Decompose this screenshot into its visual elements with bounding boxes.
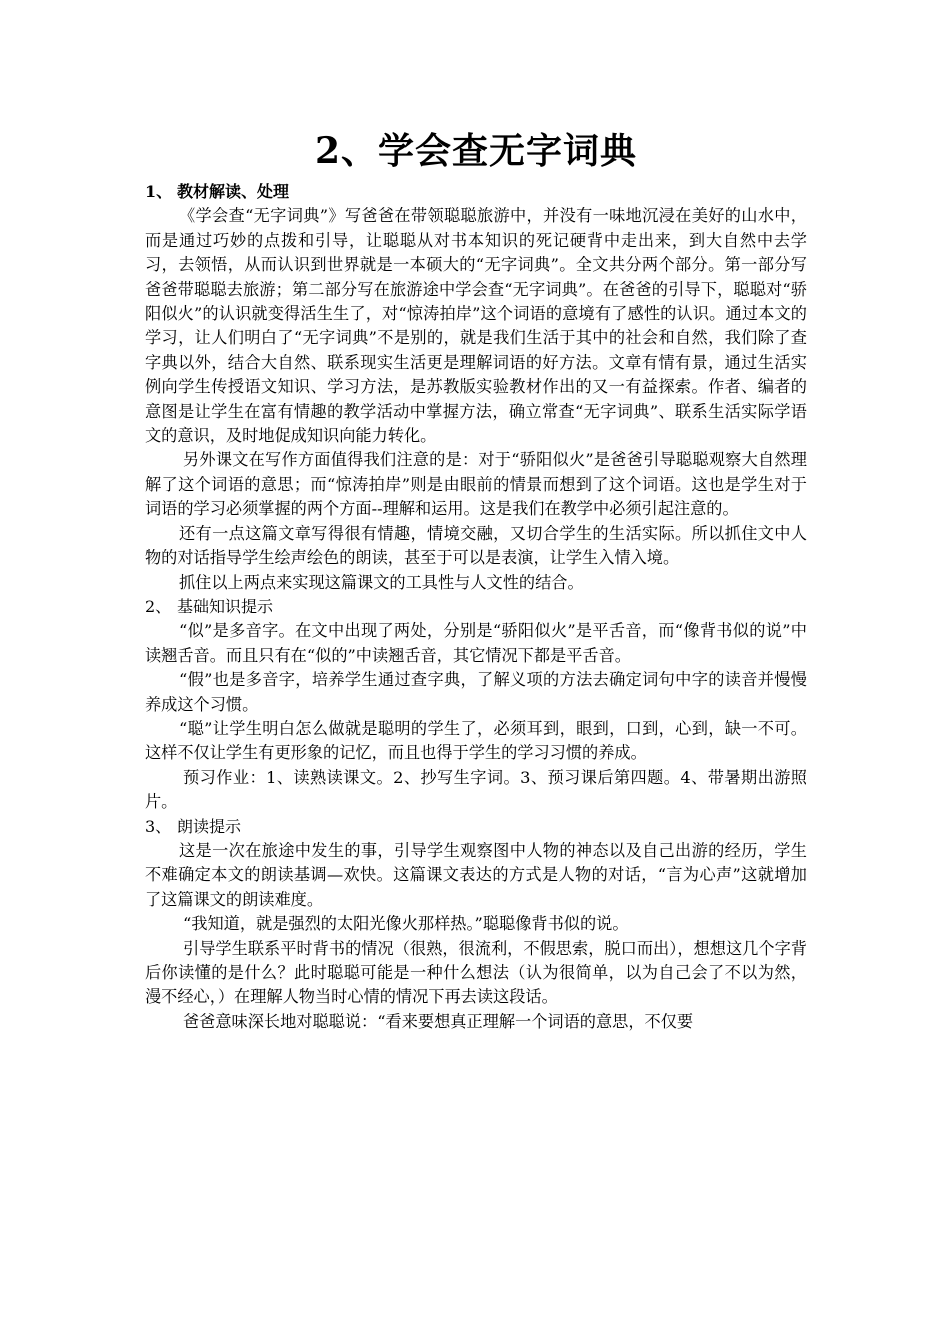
paragraph: 引导学生联系平时背书的情况（很熟，很流利，不假思索，脱口而出），想想这几个字背后你读懂的是什么？此时聪聪可能是一种什么想法（认为很简单，以为自己会了不以为然，漫不经心，）在理解人物当时心情的情况下再去读这段话。 xyxy=(145,938,807,1007)
paragraph: “假”也是多音字，培养学生通过查字典，了解义项的方法去确定词句中字的读音并慢慢养成这个习惯。 xyxy=(145,670,807,714)
section-title: 基础知识提示 xyxy=(177,596,274,616)
section-title: 教材解读、处理 xyxy=(177,182,290,201)
section-heading xyxy=(145,815,807,839)
section-title: 朗读提示 xyxy=(177,816,242,836)
paragraph: 这是一次在旅途中发生的事，引导学生观察图中人物的神态以及自己出游的经历，学生不难确定本文的朗读基调—欢快。这篇课文表达的方式是人物的对话，“言为心声”这就增加了这篇课文的朗读难度。 xyxy=(145,840,807,909)
paragraph: “我知道，就是强烈的太阳光像火那样热。”聪聪像背书似的说。 xyxy=(183,914,629,934)
paragraph: 爸爸意味深长地对聪聪说：“看来要想真正理解一个词语的意思，不仅要 xyxy=(183,1011,694,1031)
paragraph: “聪”让学生明白怎么做就是聪明的学生了，必须耳到，眼到，口到，心到，缺一不可。这样不仅让学生有更形象的记忆，而且也得于学生的学习习惯的养成。 xyxy=(145,718,807,763)
section-heading xyxy=(145,595,807,619)
paragraph: 另外课文在写作方面值得我们注意的是：对于“骄阳似火”是爸爸引导聪聪观察大自然理解了这个词语的意思；而“惊涛拍岸”则是由眼前的情景而想到了这个词语。这也是学生对于词语的学习必须掌握的两个方面--理解和运用。这是我们在教学中必须引起注意的。 xyxy=(145,450,807,519)
section-number: 1、 xyxy=(145,182,173,201)
paragraph: 还有一点这篇文章写得很有情趣，情境交融，又切合学生的生活实际。所以抓住文中人物的对话指导学生绘声绘色的朗读，甚至于可以是表演，让学生入情入境。 xyxy=(145,523,807,568)
document-page xyxy=(145,128,807,1034)
document-title: 2、学会查无字词典 xyxy=(314,130,638,172)
paragraph: 《学会查“无字词典”》写爸爸在带领聪聪旅游中，并没有一味地沉浸在美好的山水中，而是通过巧妙的点拨和引导，让聪聪从对书本知识的死记硬背中走出来，到大自然中去学习，去领悟，从而认识到世界就是一本硕大的“无字词典”。全文共分两个部分。第一部分写爸爸带聪聪去旅游；第二部分写在旅游途中学会查“无字词典”。在爸爸的引导下，聪聪对“骄阳似火”的认识就变得活生生了，对“惊涛拍岸”这个词语的意境有了感性的认识。通过本文的学习，让人们明白了“无字词典”不是别的，就是我们生活于其中的社会和自然，我们除了查字典以外，结合大自然、联系现实生活更是理解词语的好方法。文章有情有景，通过生活实例向学生传授语文知识、学习方法，是苏教版实验教材作出的又一有益探索。作者、编者的意图是让学生在富有情趣的教学活动中掌握方法，确立常查“无字词典”、联系生活实际学语文的意识，及时地促成知识向能力转化。 xyxy=(145,206,807,446)
paragraph: 预习作业：1、读熟读课文。2、抄写生字词。3、预习课后第四题。4、带暑期出游照片。 xyxy=(145,767,807,812)
section-number: 2、 xyxy=(145,596,172,616)
paragraph: “似”是多音字。在文中出现了两处，分别是“骄阳似火”是平舌音，而“像背书似的说”中读翘舌音。而且只有在“似的”中读翘舌音，其它情况下都是平舌音。 xyxy=(145,621,807,665)
paragraph: 抓住以上两点来实现这篇课文的工具性与人文性的结合。 xyxy=(179,572,584,592)
section-number: 3、 xyxy=(145,816,172,836)
section-heading xyxy=(145,180,807,204)
